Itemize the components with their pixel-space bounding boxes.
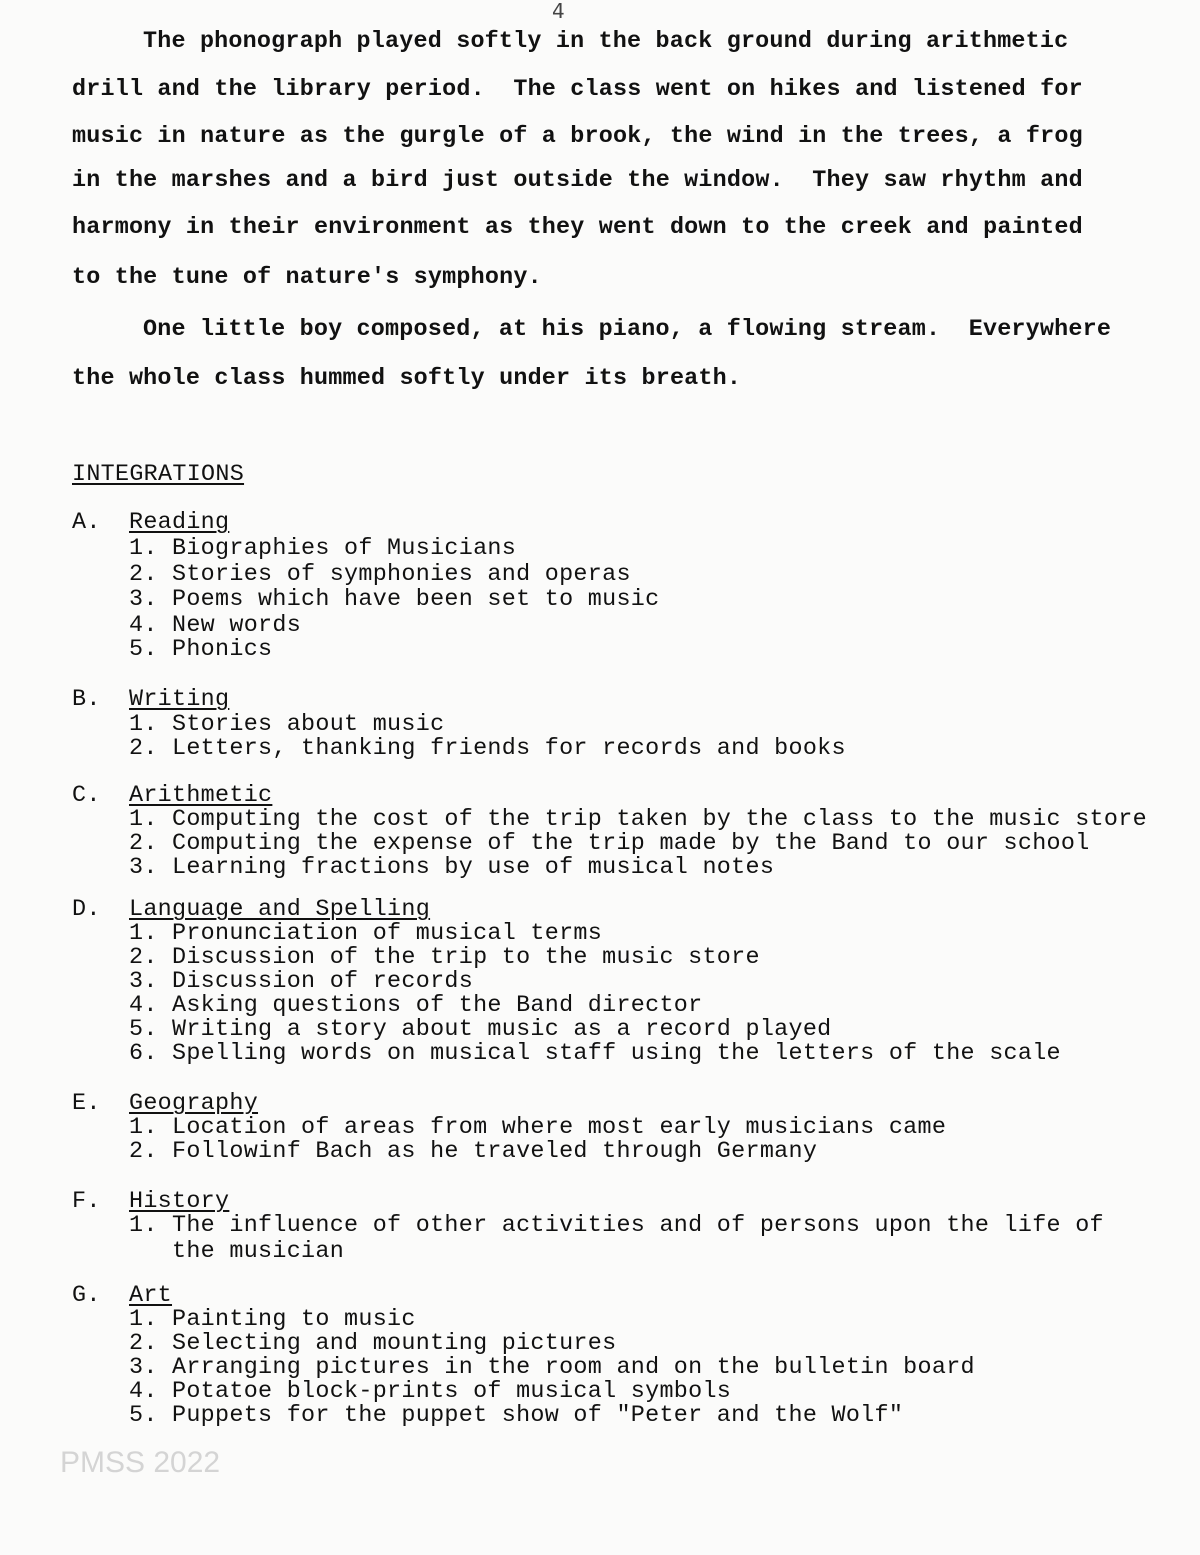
list-item: 1. Pronunciation of musical terms — [129, 921, 603, 947]
list-item: the musician — [129, 1239, 345, 1265]
list-item: 3. Learning fractions by use of musical notes — [129, 855, 775, 881]
list-item: 4. New words — [129, 613, 302, 639]
paragraph-line: harmony in their environment as they went down to the creek and painted — [72, 215, 1083, 241]
section-title: Language and Spelling — [129, 897, 431, 923]
watermark: PMSS 2022 — [60, 1446, 221, 1479]
section-title: Arithmetic — [129, 783, 273, 809]
list-item: 4. Potatoe block-prints of musical symbols — [129, 1379, 732, 1405]
list-item: 1. Biographies of Musicians — [129, 536, 517, 562]
list-item: 2. Followinf Bach as he traveled through Germany — [129, 1139, 818, 1165]
section-title: Writing — [129, 687, 230, 713]
section-letter: B. — [72, 687, 101, 713]
section-letter: F. — [72, 1189, 101, 1215]
section-letter: D. — [72, 897, 101, 923]
list-item: 3. Poems which have been set to music — [129, 587, 660, 613]
section-letter: A. — [72, 510, 101, 536]
section-heading: INTEGRATIONS — [72, 462, 245, 488]
list-item: 2. Discussion of the trip to the music store — [129, 945, 760, 971]
paragraph-line: One little boy composed, at his piano, a flowing stream. Everywhere — [143, 317, 1112, 343]
paragraph-line: music in nature as the gurgle of a brook, the wind in the trees, a frog — [72, 124, 1083, 150]
paragraph-line: drill and the library period. The class went on hikes and listened for — [72, 77, 1083, 103]
list-item: 4. Asking questions of the Band director — [129, 993, 703, 1019]
list-item: 1. Computing the cost of the trip taken by the class to the music store — [129, 807, 1147, 833]
section-letter: G. — [72, 1283, 101, 1309]
page-number: 4 — [552, 0, 565, 23]
paragraph-line: the whole class hummed softly under its breath. — [72, 366, 742, 392]
list-item: 5. Writing a story about music as a record played — [129, 1017, 832, 1043]
section-title: Reading — [129, 510, 230, 536]
section-letter: C. — [72, 783, 101, 809]
list-item: 2. Letters, thanking friends for records and books — [129, 736, 846, 762]
section-letter: E. — [72, 1091, 101, 1117]
list-item: 2. Selecting and mounting pictures — [129, 1331, 617, 1357]
list-item: 3. Discussion of records — [129, 969, 474, 995]
section-title: History — [129, 1189, 230, 1215]
list-item: 1. The influence of other activities and of persons upon the life of — [129, 1213, 1104, 1239]
paragraph-line: The phonograph played softly in the back ground during arithmetic — [143, 29, 1069, 55]
list-item: 3. Arranging pictures in the room and on the bulletin board — [129, 1355, 975, 1381]
list-item: 1. Stories about music — [129, 712, 445, 738]
list-item: 5. Phonics — [129, 637, 273, 663]
list-item: 6. Spelling words on musical staff using the letters of the scale — [129, 1041, 1061, 1067]
paragraph-line: to the tune of nature's symphony. — [72, 265, 542, 291]
section-title: Art — [129, 1283, 173, 1309]
list-item: 2. Stories of symphonies and operas — [129, 562, 631, 588]
list-item: 1. Location of areas from where most early musicians came — [129, 1115, 947, 1141]
paragraph-line: in the marshes and a bird just outside the window. They saw rhythm and — [72, 168, 1083, 194]
section-title: Geography — [129, 1091, 259, 1117]
list-item: 5. Puppets for the puppet show of "Peter and the Wolf" — [129, 1403, 904, 1429]
list-item: 1. Painting to music — [129, 1307, 416, 1333]
list-item: 2. Computing the expense of the trip made by the Band to our school — [129, 831, 1090, 857]
